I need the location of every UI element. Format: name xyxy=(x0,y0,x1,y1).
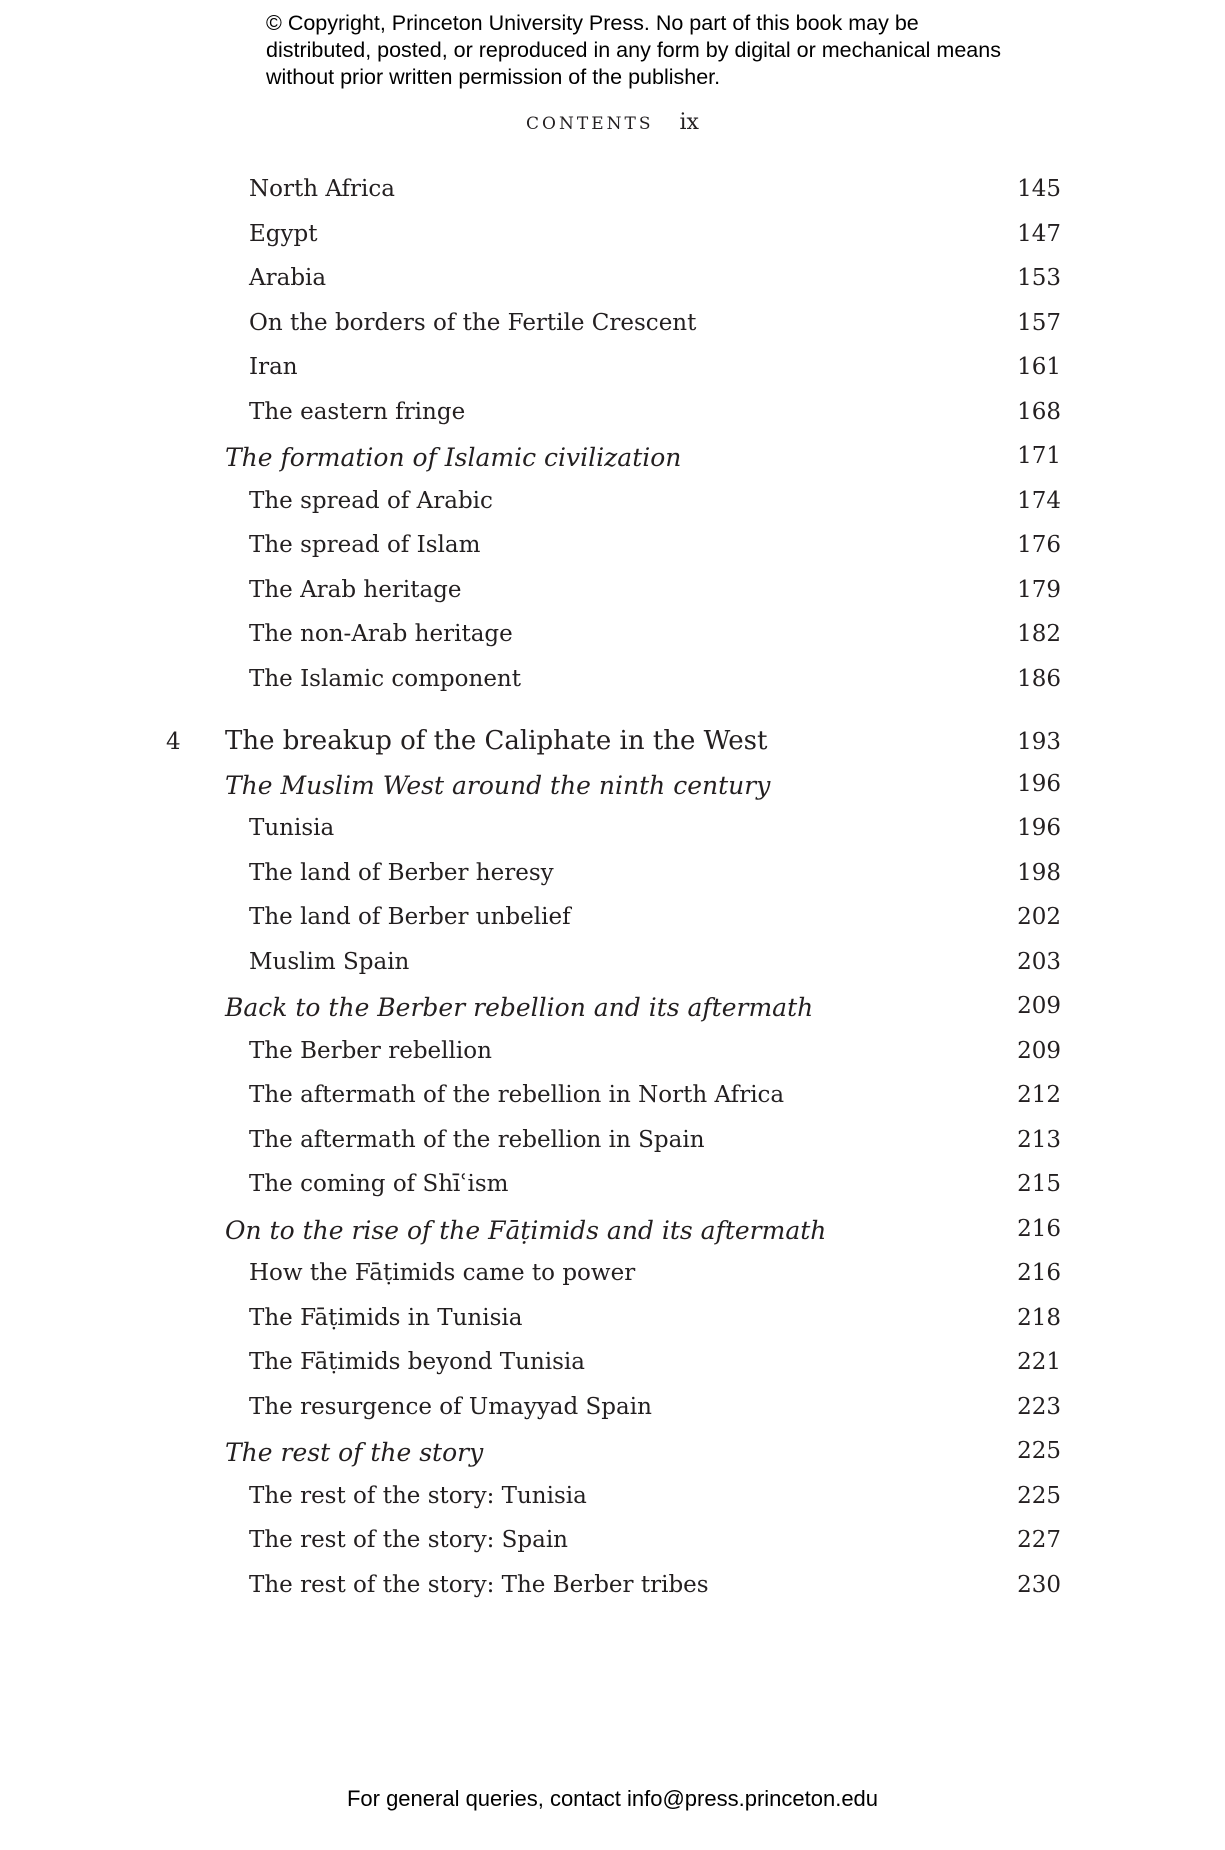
toc-entry-page: 223 xyxy=(1017,1394,1061,1420)
toc-subsection xyxy=(0,860,1225,900)
toc-entry-label: The land of Berber heresy xyxy=(249,860,554,886)
toc-subsection xyxy=(0,176,1225,216)
toc-entry-page: 182 xyxy=(1017,621,1061,647)
footer-contact: For general queries, contact info@press.princeton.edu xyxy=(346,1786,879,1811)
toc-entry-label: The aftermath of the rebellion in Spain xyxy=(249,1127,705,1153)
toc-subsection xyxy=(0,1260,1225,1300)
toc-subsection xyxy=(0,1127,1225,1167)
toc-section xyxy=(0,1216,1225,1256)
toc-entry-label: The Arab heritage xyxy=(249,577,462,603)
toc-entry-label: The spread of Islam xyxy=(249,532,481,558)
toc-subsection xyxy=(0,399,1225,439)
toc-entry-page: 198 xyxy=(1017,860,1061,886)
toc-entry-label: On the borders of the Fertile Crescent xyxy=(249,310,697,336)
toc-entry-page: 213 xyxy=(1017,1127,1061,1153)
toc-entry-label: The resurgence of Umayyad Spain xyxy=(249,1394,652,1420)
toc-entry-page: 221 xyxy=(1017,1349,1061,1375)
toc-chapter xyxy=(0,726,1225,766)
toc-entry-label: How the Fāṭimids came to power xyxy=(249,1260,636,1286)
toc-entry-page: 216 xyxy=(1017,1216,1061,1242)
toc-entry-page: 202 xyxy=(1017,904,1061,930)
toc-entry-page: 171 xyxy=(1017,443,1061,469)
toc-subsection xyxy=(0,265,1225,305)
toc-entry-label: The rest of the story: The Berber tribes xyxy=(249,1572,709,1598)
toc-section xyxy=(0,443,1225,483)
toc-subsection xyxy=(0,1572,1225,1612)
page-number: ix xyxy=(679,110,699,135)
toc-entry-page: 215 xyxy=(1017,1171,1061,1197)
toc-entry-label: The breakup of the Caliphate in the West xyxy=(225,726,768,756)
toc-entry-page: 157 xyxy=(1017,310,1061,336)
toc-subsection xyxy=(0,949,1225,989)
toc-entry-label: The Berber rebellion xyxy=(249,1038,492,1064)
toc-subsection xyxy=(0,666,1225,706)
toc-entry-page: 186 xyxy=(1017,666,1061,692)
toc-entry-label: The Islamic component xyxy=(249,666,521,692)
toc-entry-page: 225 xyxy=(1017,1438,1061,1464)
toc-entry-page: 227 xyxy=(1017,1527,1061,1553)
toc-subsection xyxy=(0,221,1225,261)
toc-subsection xyxy=(0,532,1225,572)
copyright-notice: © Copyright, Princeton University Press. No part of this book may be distributed, posted, or reproduced in any form by digital or mechanical means without prior written permission of the publisher. xyxy=(266,11,1001,89)
toc-subsection xyxy=(0,621,1225,661)
toc-subsection xyxy=(0,1082,1225,1122)
toc-entry-page: 147 xyxy=(1017,221,1061,247)
toc-entry-page: 193 xyxy=(1017,729,1061,755)
toc-entry-page: 196 xyxy=(1017,771,1061,797)
toc-subsection xyxy=(0,904,1225,944)
toc-subsection xyxy=(0,310,1225,350)
toc-entry-page: 179 xyxy=(1017,577,1061,603)
toc-subsection xyxy=(0,1038,1225,1078)
toc-subsection xyxy=(0,1483,1225,1523)
toc-section xyxy=(0,1438,1225,1478)
toc-entry-label: The Fāṭimids beyond Tunisia xyxy=(249,1349,586,1375)
toc-entry-page: 209 xyxy=(1017,993,1061,1019)
toc-subsection xyxy=(0,488,1225,528)
toc-subsection xyxy=(0,1171,1225,1211)
toc-subsection xyxy=(0,354,1225,394)
toc-entry-label: Muslim Spain xyxy=(249,949,410,975)
toc-entry-page: 216 xyxy=(1017,1260,1061,1286)
toc-subsection xyxy=(0,577,1225,617)
toc-entry-label: Iran xyxy=(249,354,298,380)
running-head-title: CONTENTS xyxy=(526,114,654,134)
toc-subsection xyxy=(0,1527,1225,1567)
toc-subsection xyxy=(0,1349,1225,1389)
toc-entry-page: 176 xyxy=(1017,532,1061,558)
toc-entry-page: 203 xyxy=(1017,949,1061,975)
toc-entry-page: 196 xyxy=(1017,815,1061,841)
toc-entry-label: Tunisia xyxy=(249,815,335,841)
toc-entry-label: The rest of the story xyxy=(225,1438,484,1467)
toc-entry-label: The rest of the story: Tunisia xyxy=(249,1483,587,1509)
toc-section xyxy=(0,771,1225,811)
toc-entry-label: On to the rise of the Fāṭimids and its aftermath xyxy=(225,1216,827,1245)
toc-entry-page: 153 xyxy=(1017,265,1061,291)
toc-entry-page: 230 xyxy=(1017,1572,1061,1598)
toc-entry-label: The Fāṭimids in Tunisia xyxy=(249,1305,523,1331)
toc-subsection xyxy=(0,815,1225,855)
toc-entry-label: Arabia xyxy=(249,265,327,291)
toc-entry-page: 174 xyxy=(1017,488,1061,514)
toc-entry-label: Egypt xyxy=(249,221,318,247)
toc-chapter-number: 4 xyxy=(166,729,181,755)
toc-section xyxy=(0,993,1225,1033)
toc-subsection xyxy=(0,1305,1225,1345)
toc-entry-label: The Muslim West around the ninth century xyxy=(225,771,771,800)
toc-entry-label: North Africa xyxy=(249,176,395,202)
toc-entry-label: The formation of Islamic civilization xyxy=(225,443,682,472)
toc-entry-page: 212 xyxy=(1017,1082,1061,1108)
toc-entry-page: 225 xyxy=(1017,1483,1061,1509)
toc-entry-label: The land of Berber unbelief xyxy=(249,904,571,930)
toc-entry-label: The spread of Arabic xyxy=(249,488,493,514)
toc-entry-label: The non-Arab heritage xyxy=(249,621,513,647)
toc-entry-page: 161 xyxy=(1017,354,1061,380)
toc-entry-page: 168 xyxy=(1017,399,1061,425)
toc-entry-page: 209 xyxy=(1017,1038,1061,1064)
toc-entry-label: The eastern fringe xyxy=(249,399,466,425)
toc-entry-label: The rest of the story: Spain xyxy=(249,1527,568,1553)
toc-entry-label: The coming of Shīʿism xyxy=(249,1171,509,1197)
toc-subsection xyxy=(0,1394,1225,1434)
toc-entry-label: The aftermath of the rebellion in North Africa xyxy=(249,1082,785,1108)
toc-entry-label: Back to the Berber rebellion and its aftermath xyxy=(225,993,814,1022)
toc-entry-page: 218 xyxy=(1017,1305,1061,1331)
toc-entry-page: 145 xyxy=(1017,176,1061,202)
